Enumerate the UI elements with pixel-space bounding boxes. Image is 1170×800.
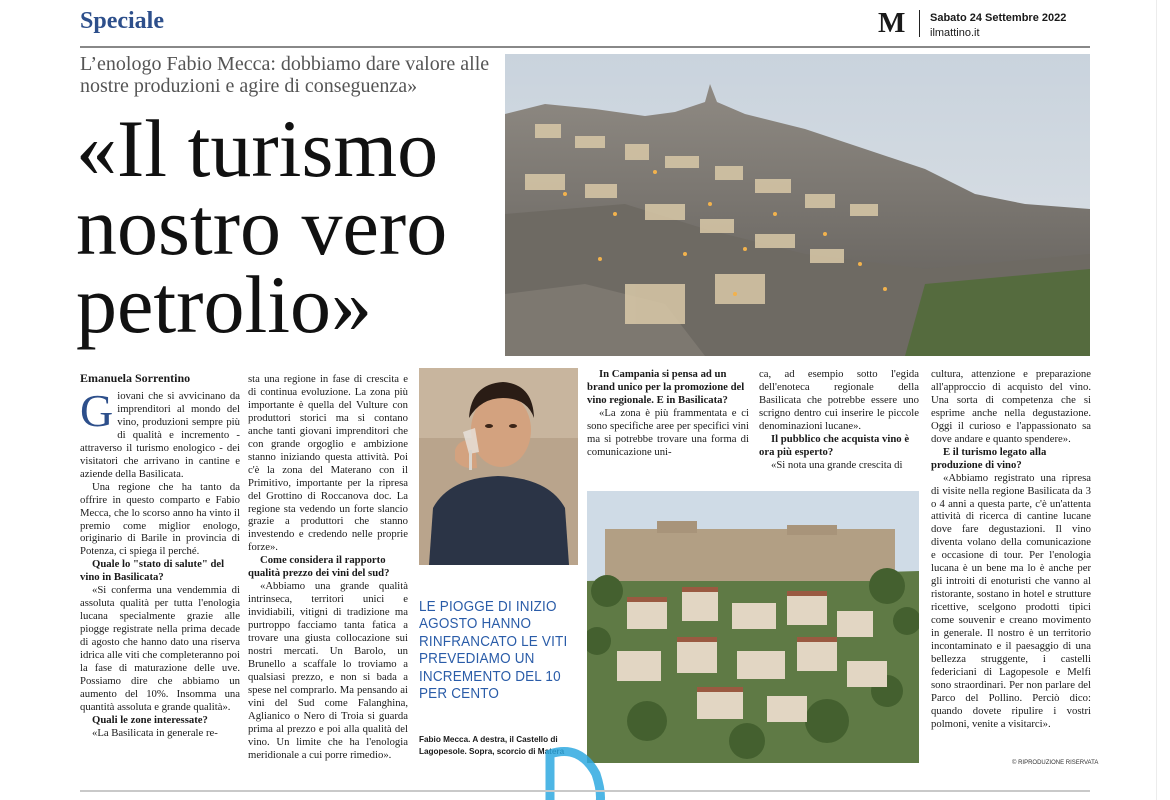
interview-answer: «La Basilicata in generale re- xyxy=(92,726,218,739)
interview-question: Quale lo "stato di salute" del vino in Basilicata? xyxy=(80,558,225,584)
article-column-5 xyxy=(931,368,1091,731)
interview-question: Il pubblico che acquista vino è ora più esperto? xyxy=(759,432,910,458)
article-column-4 xyxy=(759,368,919,472)
interview-answer: «La zona è più frammentata e ci sono specifiche aree per specifici vini ma si potrebbe trovare una forma di comunicazione uni- xyxy=(587,406,749,458)
portrait-illustration xyxy=(419,368,578,565)
header-rule xyxy=(80,46,1090,48)
interview-question: Quali le zone interessate? xyxy=(92,713,208,726)
castle-illustration xyxy=(587,491,919,763)
interview-question: E il turismo legato alla produzione di vino? xyxy=(931,445,1047,471)
article-column-1 xyxy=(80,385,240,740)
article-column-3 xyxy=(587,368,749,459)
interview-answer: sta una regione in fase di crescita e di continua evoluzione. La zona più importante è quella del Vulture con produttori storici ma si contano anche tanti giovani imprenditori che con grande orgoglio e ambizione stanno iniziando questa attività. Poi c'è la zona del Materano con il Primitivo, importante per la ripresa del Grottino di Roccanova doc. La regione sta vedendo un forte slancio grazie a produttori che stanno investendo e credendo nelle proprie forze». xyxy=(248,373,408,554)
interview-question: Come considera il rapporto qualità prezzo dei vini del sud? xyxy=(248,554,390,580)
site-url: ilmattino.it xyxy=(930,27,980,39)
kicker: L’enologo Fabio Mecca: dobbiamo dare valore alle nostre produzioni e agire di conseguenza» xyxy=(80,53,490,97)
interview-answer: «Abbiamo una grande qualità intrinseca, territori unici e invidiabili, vitigni di tradizione ma purtroppo facciamo tanta fatica a trovare una giusta collocazione sui nostri mercati. Un Barolo, un Brunello a scaffale lo troviamo a qualsiasi prezzo, e non si bada a spese nel comprarlo. Ma pensando ai vini del Sud come Falanghina, Aglianico o Nero di Troia si guarda prima al prezzo e poi alla qualità del vino. Un limite che ha l'enologia meridionale a cui porre rimedio». xyxy=(248,580,408,761)
paragraph: iovani che si avvicinano da imprenditori al mondo del vino, produzioni sempre più di qualità e incremento - attraverso il turismo enologico - dei visitatori che arrivano in cantine e aziende della Basilicata. xyxy=(80,390,240,480)
article-column-2 xyxy=(248,373,408,762)
scrollbar[interactable] xyxy=(1156,0,1170,800)
headline: «Il turismo nostro vero petrolio» xyxy=(76,103,448,350)
paragraph: Una regione che ha tanto da offrire in questo comparto e Fabio Mecca, che lo scorso anno ha vinto il premio come miglior enologo, originario di Barile in provincia di Potenza, ci spiega il perché. xyxy=(80,480,240,558)
issue-date: Sabato 24 Settembre 2022 xyxy=(930,12,1067,24)
footer-rule xyxy=(80,790,1090,792)
interview-answer: «Abbiamo registrato una ripresa di visite nella regione Basilicata da 3 o 4 anni a questa parte, c'è un'attenta attività di ricerca di cantine lucane dove fare degustazioni. Il vino diventa volano della comunicazione e occasione di tour. Per l'enologia lucana è un bene ma lo è anche per gli introiti di enoturisti che vanno al ristorante, sostano in hotel e strutture ricettive, scelgono prodotti tipici come souvenir e creano movimento in generale. Il nostro è un territorio incontaminato e il paesaggio di una bellezza struggente, i castelli federiciani di Lagopesole e Melfi sono straordinari. Per non parlare del Parco del Pollino. Perciò dico: quando dovete ripulire i vostri polmoni, venite a visitarci». xyxy=(931,471,1091,730)
matera-illustration xyxy=(505,54,1090,356)
newspaper-logo: M xyxy=(878,7,906,39)
pull-quote: LE PIOGGE DI INIZIO AGOSTO HANNO RINFRANCATO LE VITI PREVEDIAMO UN INCREMENTO DEL 10 PER CENTO xyxy=(419,599,568,703)
matera-photo xyxy=(505,54,1090,356)
interview-answer: «Si conferma una vendemmia di assoluta qualità per tutta l'enologia lucana specialmente grazie alle piogge registrate nella prima decade di agosto che hanno dato una riserva idrica alle viti che completeranno poi la fase di maturazione delle uve. Possiamo dire che abbiamo un aumento del 10%. Insomma una quantità assoluta e grande qualità». xyxy=(80,584,240,713)
interview-answer: ca, ad esempio sotto l'egida dell'enoteca regionale della Basilicata che potrebbe essere uno scrigno dentro cui inserire le piccole denominazioni lucane». xyxy=(759,368,919,432)
interview-answer: cultura, attenzione e preparazione all'approccio di acquisto del vino. Una sorta di competenza che si esprime anche nella degustazione. Oggi il curioso e l'appassionato sa dove andare e quanto spendere». xyxy=(931,368,1091,445)
masthead-divider xyxy=(919,10,920,37)
section-label: Speciale xyxy=(80,8,164,34)
castello-lagopesole-photo xyxy=(587,491,919,763)
interview-question: In Campania si pensa ad un brand unico per la promozione del vino regionale. E in Basilicata? xyxy=(587,368,745,406)
photo-caption: Fabio Mecca. A destra, il Castello di Lagopesole. Sopra, scorcio di Matera xyxy=(419,735,565,756)
fabio-mecca-photo xyxy=(419,368,578,565)
interview-answer: «Si nota una grande crescita di xyxy=(771,458,903,471)
dropcap: G xyxy=(80,385,114,436)
byline: Emanuela Sorrentino xyxy=(80,371,191,385)
copyright-notice: © RIPRODUZIONE RISERVATA xyxy=(1012,760,1099,766)
